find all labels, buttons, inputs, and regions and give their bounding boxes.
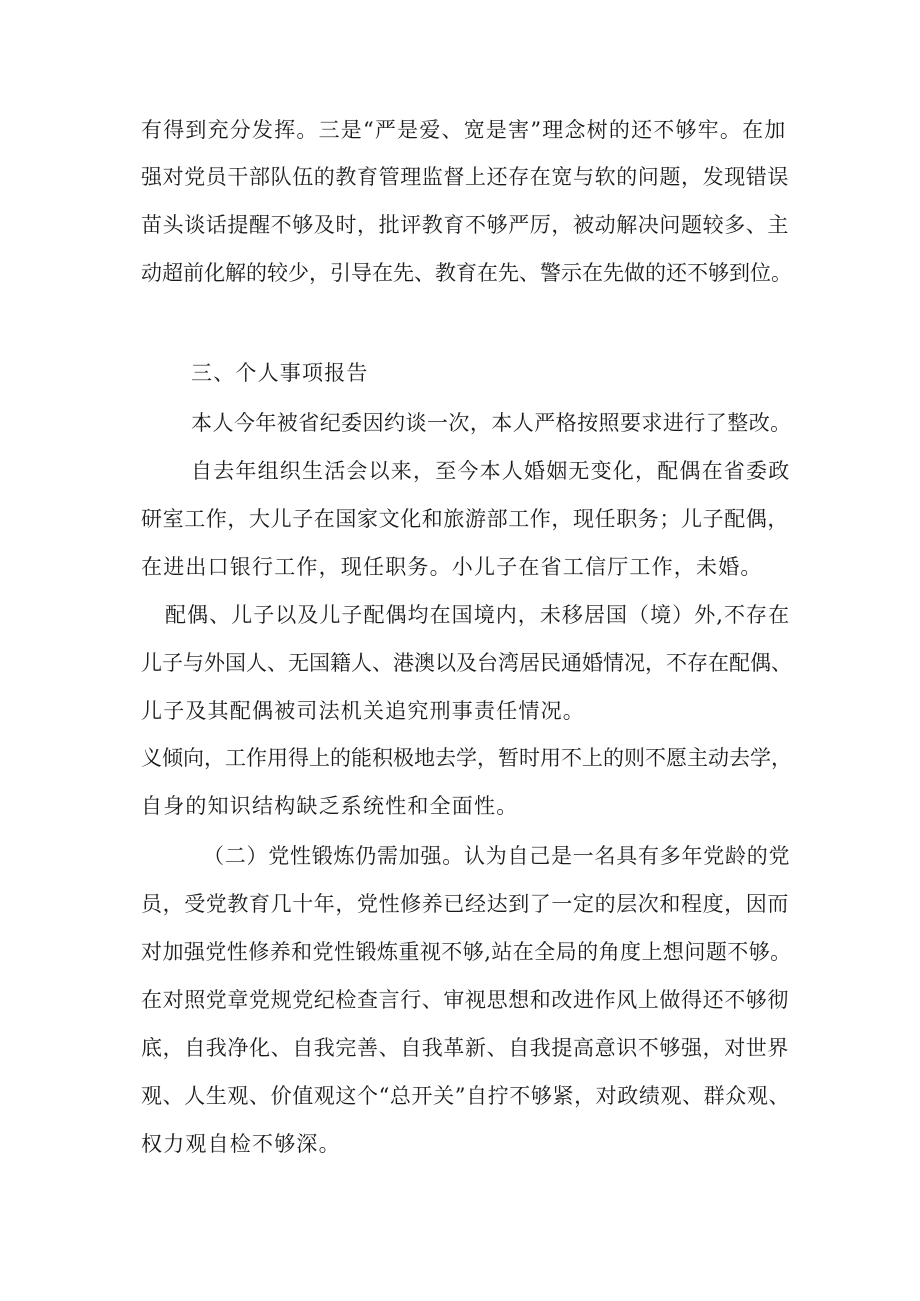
text-line-21: 权力观自检不够深。	[141, 1132, 341, 1156]
text-line-3: 苗头谈话提醒不够及时，批评教育不够严厉，被动解决问题较多、主	[141, 213, 789, 237]
text-line-10: 配偶、儿子以及儿子配偶均在国境内，未移居国（境）外,不存在	[165, 603, 791, 627]
text-line-8: 研室工作，大儿子在国家文化和旅游部工作，现任职务；儿子配偶，	[141, 507, 789, 531]
text-line-9: 在进出口银行工作，现任职务。小儿子在省工信厅工作，未婚。	[141, 555, 763, 579]
text-line-13: 义倾向，工作用得上的能积极地去学，暂时用不上的则不愿主动去学，	[141, 746, 792, 770]
text-line-14: 自身的知识结构缺乏系统性和全面性。	[141, 794, 519, 818]
text-line-1: 有得到充分发挥。三是“严是爱、宽是害”理念树的还不够牢。在加	[141, 118, 787, 142]
subsection-line: （二）党性锻炼仍需加强。认为自己是一名具有多年党龄的党	[203, 844, 791, 868]
section-heading: 三、个人事项报告	[191, 361, 369, 385]
text-line-17: 对加强党性修养和党性锻炼重视不够,站在全局的角度上想问题不够。	[141, 940, 792, 964]
text-line-6: 本人今年被省纪委因约谈一次，本人严格按照要求进行了整改。	[191, 411, 792, 435]
text-line-11: 儿子与外国人、无国籍人、港澳以及台湾居民通婚情况，不存在配偶、	[141, 651, 792, 675]
text-line-20: 观、人生观、价值观这个“总开关”自拧不够紧，对政绩观、群众观、	[141, 1084, 791, 1108]
text-line-4: 动超前化解的较少，引导在先、教育在先、警示在先做的还不够到位。	[141, 261, 792, 285]
text-line-16: 员，受党教育几十年，党性修养已经达到了一定的层次和程度，因而	[141, 892, 789, 916]
text-line-2: 强对党员干部队伍的教育管理监督上还存在宽与软的问题，发现错误	[141, 165, 789, 189]
text-line-19: 底，自我净化、自我完善、自我革新、自我提高意识不够强，对世界	[141, 1036, 789, 1060]
text-line-7: 自去年组织生活会以来，至今本人婚姻无变化，配偶在省委政	[191, 459, 791, 483]
text-line-18: 在对照党章党规党纪检查言行、审视思想和改进作风上做得还不够彻	[141, 988, 789, 1012]
text-line-12: 儿子及其配偶被司法机关追究刑事责任情况。	[141, 699, 585, 723]
